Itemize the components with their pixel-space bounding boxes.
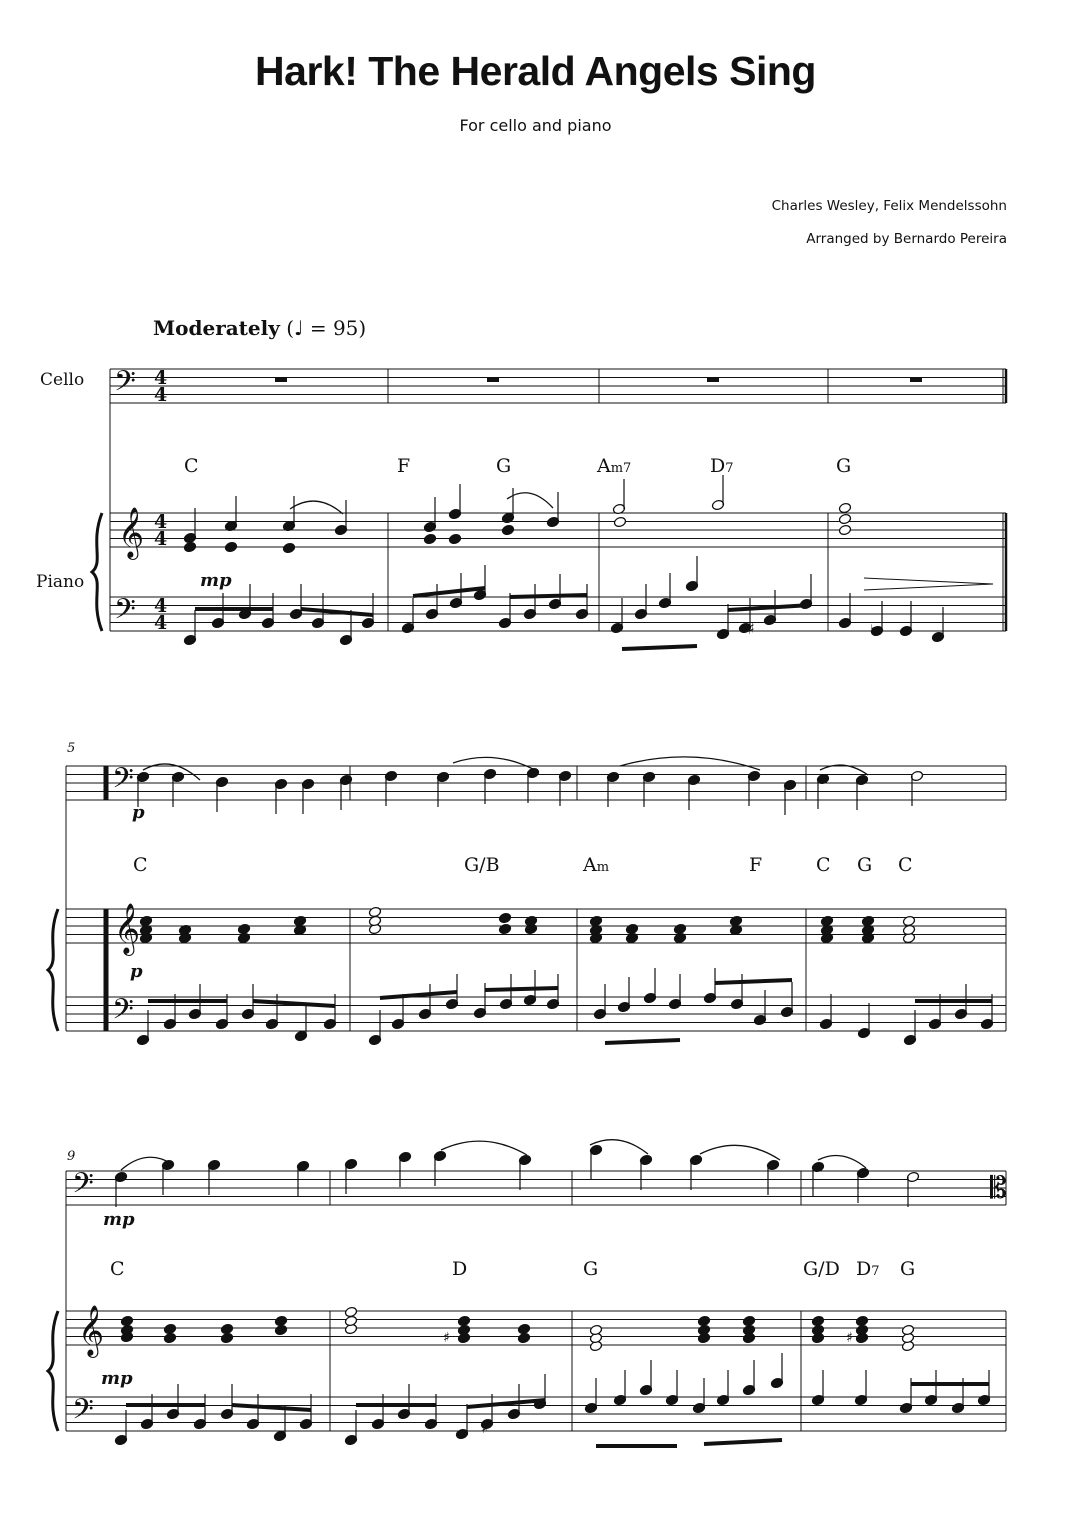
piano-brace [92, 513, 102, 631]
notehead [498, 923, 511, 935]
notehead [237, 923, 250, 935]
whole-rest [487, 378, 499, 383]
slur [700, 1145, 780, 1160]
chord-symbol [184, 455, 199, 477]
notehead [344, 1306, 357, 1318]
notehead [902, 915, 915, 927]
chord-root: C [133, 854, 148, 876]
notehead [838, 502, 851, 514]
beam [715, 980, 792, 983]
chord-symbol [900, 1258, 915, 1280]
chord-symbol [857, 854, 872, 876]
notehead [517, 1323, 530, 1335]
chord-root: D [710, 455, 726, 477]
slur [507, 493, 553, 508]
score-title: Hark! The Herald Angels Sing [255, 48, 816, 94]
notehead [524, 915, 537, 927]
notehead [729, 915, 742, 927]
chord-root: F [397, 455, 411, 477]
chord-symbol [710, 455, 734, 477]
tempo-value: = 95 [309, 316, 359, 340]
notehead [423, 533, 436, 545]
dynamic-p: p [132, 802, 145, 823]
measure-number: 9 [67, 1149, 76, 1164]
chord-symbol [803, 1258, 840, 1280]
notehead [448, 533, 461, 545]
chord-symbol [397, 455, 410, 477]
notehead [861, 915, 874, 927]
slur [453, 757, 535, 770]
chord-symbol [898, 854, 913, 876]
notehead [501, 524, 514, 536]
chord-root: G [836, 455, 852, 477]
notehead [855, 1315, 868, 1327]
notehead [282, 542, 295, 554]
chord-symbol [749, 854, 762, 876]
notehead [625, 923, 638, 935]
chord-quality: 7 [871, 1264, 880, 1279]
chord-quality: m7 [610, 461, 632, 476]
beam [622, 646, 697, 649]
tempo-close-paren: ) [358, 316, 367, 340]
piano-brace [48, 909, 58, 1031]
bass-clef-icon: 𝄢 [112, 762, 134, 802]
bass-clef-icon: 𝄢 [112, 993, 134, 1033]
chord-quality: m [596, 860, 610, 875]
whole-rest [707, 378, 719, 383]
notehead [220, 1323, 233, 1335]
time-signature-top: 4 [154, 595, 168, 617]
chord-symbol [464, 854, 500, 876]
repeat-bar [104, 766, 108, 800]
notehead [838, 513, 851, 525]
chord-symbol [110, 1258, 125, 1280]
notehead [820, 915, 833, 927]
measure-number: 5 [67, 741, 76, 756]
dynamic-mp: mp [101, 1368, 133, 1389]
piano-brace [48, 1311, 58, 1431]
tempo-word: Moderately [153, 316, 280, 340]
chord-root: A [583, 854, 597, 876]
bass-clef-icon: 𝄢 [72, 1393, 94, 1433]
chord-symbol [133, 854, 148, 876]
chord-symbol [496, 455, 511, 477]
whole-rest [275, 378, 287, 383]
treble-clef-icon: 𝄞 [78, 1305, 105, 1356]
chord-root: C [898, 854, 913, 876]
sharp-icon: ♯ [481, 1418, 489, 1437]
time-signature-top: 4 [154, 511, 168, 533]
chord-root: C [110, 1258, 125, 1280]
chord-symbol [596, 455, 631, 477]
score-subtitle: For cello and piano [459, 116, 612, 135]
time-signature-bottom: 4 [154, 612, 168, 634]
sharp-icon: ♯ [443, 1330, 450, 1346]
chord-quality: 7 [725, 461, 734, 476]
notehead [589, 1324, 602, 1336]
chord-root: G [900, 1258, 916, 1280]
chord-root: G/D [803, 1258, 840, 1280]
slur [290, 501, 343, 514]
time-signature-bottom: 4 [154, 528, 168, 550]
notehead [613, 516, 626, 528]
chord-root: G [583, 1258, 599, 1280]
notehead [498, 912, 511, 924]
labels [48, 365, 1007, 1437]
chord-root: G [857, 854, 873, 876]
cello-label: Cello [40, 370, 85, 390]
tenor-clef-icon: 𝄡 [990, 1171, 1007, 1206]
chord-root: F [749, 854, 763, 876]
bass-clef-icon: 𝄢 [72, 1167, 94, 1207]
time-signature-top: 4 [154, 367, 168, 389]
quarter-note-icon: ♩ [294, 316, 304, 340]
composer-credit: Charles Wesley, Felix Mendelssohn [771, 198, 1007, 214]
notehead [139, 915, 152, 927]
chord-root: D [452, 1258, 468, 1280]
notehead [274, 1315, 287, 1327]
bass-clef-icon: 𝄢 [114, 593, 136, 633]
chord-symbol [856, 1258, 880, 1280]
beam [485, 988, 558, 990]
notes [114, 378, 993, 1447]
tempo-open-paren: ( [286, 316, 295, 340]
chord-root: C [816, 854, 831, 876]
chord-symbol [452, 1258, 467, 1280]
chord-root: C [184, 455, 199, 477]
slur [620, 757, 760, 770]
notehead [811, 1315, 824, 1327]
notehead [742, 1315, 755, 1327]
chord-root: A [597, 455, 611, 477]
beam [605, 1040, 680, 1043]
repeat-bar [104, 909, 108, 1031]
notehead [163, 1323, 176, 1335]
chord-root: D [856, 1258, 872, 1280]
notehead [673, 923, 686, 935]
chord-root: G/B [464, 854, 500, 876]
slur [818, 1156, 866, 1169]
slur [441, 1141, 527, 1155]
treble-clef-icon: 𝄞 [118, 507, 145, 558]
chord-symbol [583, 1258, 598, 1280]
notehead [589, 915, 602, 927]
notehead [457, 1315, 470, 1327]
arranger-credit: Arranged by Bernardo Pereira [806, 231, 1007, 247]
diminuendo-hairpin [864, 578, 993, 590]
dynamic-mp: mp [200, 570, 232, 591]
notehead [697, 1315, 710, 1327]
notehead [368, 906, 381, 918]
notehead [838, 524, 851, 536]
bass-clef-icon: 𝄢 [114, 365, 136, 405]
beam [704, 1440, 782, 1444]
beam [510, 595, 587, 597]
natural-icon: ♮ [870, 621, 876, 640]
sharp-icon: ♯ [747, 619, 755, 638]
whole-rest [910, 378, 922, 383]
slur [820, 765, 868, 775]
notehead [120, 1315, 133, 1327]
chord-root: G [496, 455, 512, 477]
chord-symbol [836, 455, 851, 477]
dynamic-mp: mp [103, 1209, 135, 1230]
notehead [901, 1324, 914, 1336]
time-signature-bottom: 4 [154, 384, 168, 406]
treble-clef-icon: 𝄞 [114, 903, 141, 954]
chord-symbol [582, 854, 609, 876]
sharp-icon: ♯ [846, 1330, 853, 1346]
notehead [293, 915, 306, 927]
dynamic-p: p [130, 961, 143, 982]
chord-symbol [816, 854, 831, 876]
notehead [224, 541, 237, 553]
piano-label: Piano [36, 572, 85, 592]
